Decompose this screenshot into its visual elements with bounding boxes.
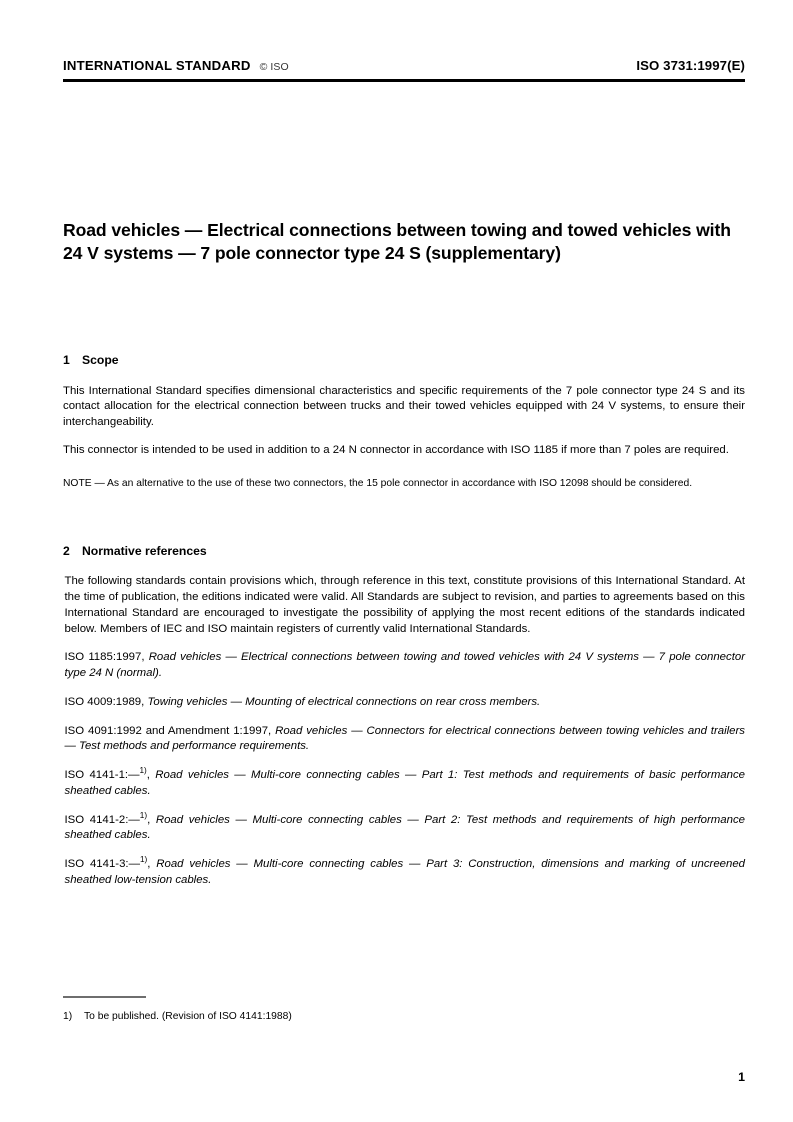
spacer (63, 431, 745, 443)
reference-designation-suffix: , (147, 813, 156, 826)
reference-designation: ISO 4141-1:— (64, 769, 140, 782)
scope-note: NOTE — As an alternative to the use of these two connectors, the 15 pole connector in accordance with ISO 12098 should be considered. (63, 477, 693, 489)
footnote (63, 1010, 563, 1024)
reference-entry (65, 650, 746, 681)
section-number: 1 (63, 353, 70, 367)
reference-entry (65, 857, 746, 888)
reference-title: Road vehicles — Multi-core connecting cables — Part 2: Test methods and requirements of high performance sheathed cables. (64, 813, 745, 842)
iso-copyright-label: © ISO (259, 61, 289, 73)
reference-designation: ISO 4141-2:— (64, 813, 140, 826)
scope-paragraph-1: This International Standard specifies dimensional characteristics and specific requirements of the 7 pole connector type 24 S and its contact allocation for the electrical connection between trucks and their towed vehicles equipped with 24 V systems, to ensure their interchangeability. (63, 384, 745, 429)
footnote-marker: 1) (139, 810, 148, 820)
reference-title: Road vehicles — Electrical connections between towing and towed vehicles with 24 V systems — 7 pole connector type 24 N (normal). (64, 651, 745, 680)
reference-title: Road vehicles — Multi-core connecting cables — Part 3: Construction, dimensions and marking of uncreened sheathed low-tension cables. (64, 857, 745, 886)
spacer (63, 558, 745, 574)
spacer (65, 844, 746, 857)
document-reference-label: ISO 3731:1997(E) (636, 58, 745, 73)
reference-entry (65, 768, 746, 799)
spacer (65, 800, 746, 813)
page-header (63, 58, 745, 73)
page-number: 1 (738, 1070, 745, 1084)
reference-title: Road vehicles — Connectors for electrical connections between towing vehicles and trailers — Test methods and performance requirements. (64, 724, 745, 753)
reference-designation: ISO 4141-3:— (64, 857, 140, 870)
spacer (63, 459, 745, 477)
reference-entry (65, 695, 746, 711)
footnote-number: 1) (63, 1011, 73, 1022)
footnote-text: To be published. (Revision of ISO 4141:1988) (84, 1011, 292, 1022)
reference-entry (65, 724, 746, 755)
international-standard-label: INTERNATIONAL STANDARD (63, 58, 251, 73)
reference-designation: ISO 4091:1992 and Amendment 1:1997, (64, 724, 276, 737)
spacer (65, 637, 746, 650)
section-heading-scope (63, 353, 745, 368)
section-heading-normative-references (63, 544, 745, 559)
spacer (63, 491, 745, 544)
reference-title: Road vehicles — Multi-core connecting cables — Part 1: Test methods and requirements of basic performance sheathed cables. (64, 769, 746, 797)
document-body (63, 353, 745, 888)
footnote-marker: 1) (139, 855, 148, 865)
section-title: Scope (82, 353, 119, 367)
spacer (63, 368, 745, 384)
spacer (65, 682, 746, 695)
spacer (65, 711, 746, 724)
normative-references-paragraph: The following standards contain provisions which, through reference in this text, constitute provisions of this International Standard. At the time of publication, the editions indicated were valid. All Standards are subject to revision, and parties to agreements based on this International Standard are encouraged to investigate the possibility of applying the most recent editions of the standards indicated below. Members of IEC and ISO maintain registers of currently valid International Standards. (64, 575, 745, 635)
footnote-marker: 1) (139, 766, 147, 776)
section-number: 2 (63, 543, 70, 558)
reference-designation: ISO 1185:1997, (64, 651, 149, 664)
normative-references-block (65, 574, 746, 888)
section-title: Normative references (82, 543, 207, 558)
page-title: Road vehicles — Electrical connections between towing and towed vehicles with 24 V systems — 7 pole connector type 24 S (supplementary) (63, 219, 731, 263)
scope-paragraph-2: This connector is intended to be used in addition to a 24 N connector in accordance with ISO 1185 if more than 7 poles are required. (63, 443, 729, 456)
reference-designation-suffix: , (147, 857, 157, 870)
header-divider-rule (63, 79, 745, 82)
reference-designation-suffix: , (146, 769, 156, 782)
reference-designation: ISO 4009:1989, (64, 695, 148, 708)
header-left-group (63, 58, 289, 73)
reference-entry (64, 810, 746, 844)
reference-title: Towing vehicles — Mounting of electrical connections on rear cross members. (147, 695, 541, 708)
footnote-separator-rule (63, 996, 146, 998)
spacer (65, 755, 746, 768)
